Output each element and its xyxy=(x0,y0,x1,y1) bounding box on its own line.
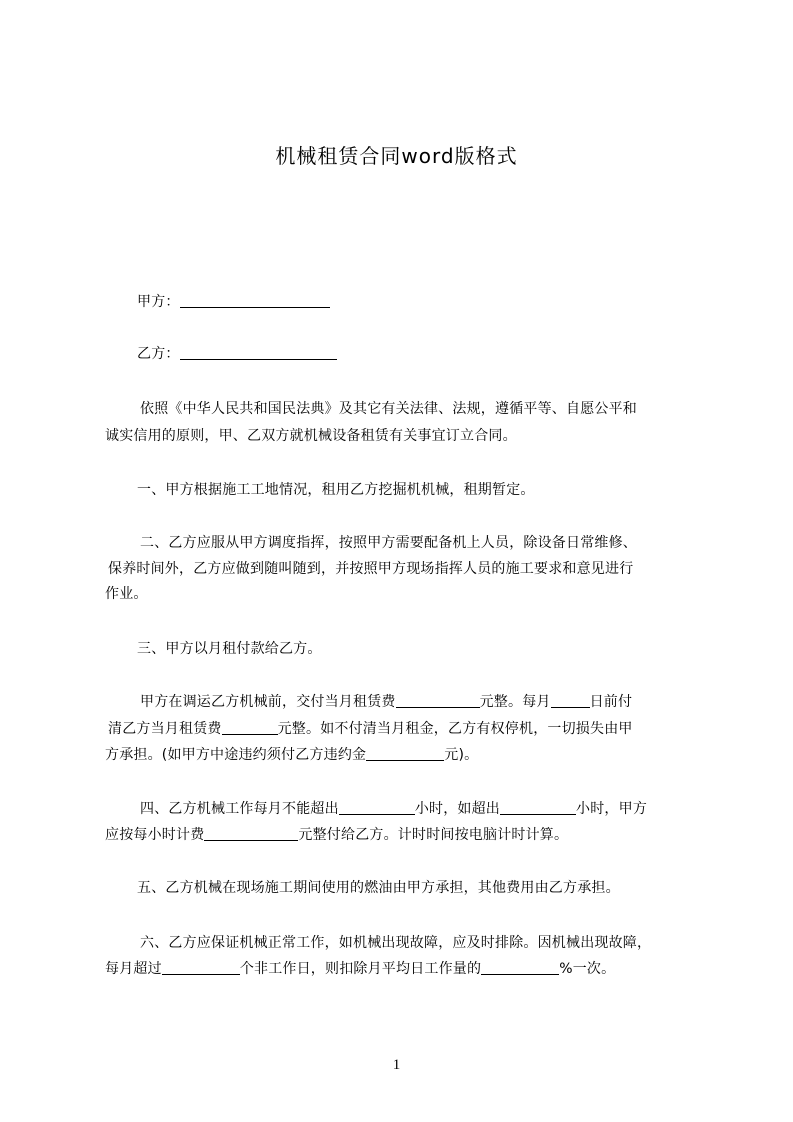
document-title: 机械租赁合同word版格式 xyxy=(275,144,518,168)
clause-2-line-3: 作业。 xyxy=(105,586,148,602)
payment-line-3 xyxy=(105,741,478,769)
clause-6-text-2b: 个非工作日，则扣除月平均日工作量的 xyxy=(239,961,482,977)
hourly-rate-blank xyxy=(204,824,298,841)
non-working-days-blank xyxy=(162,958,240,975)
party-a-line xyxy=(137,288,330,316)
max-hours-blank xyxy=(339,798,415,815)
clause-2-line-2: 保养时间外，乙方应做到随叫随到，并按照甲方现场指挥人员的施工要求和意见进行 xyxy=(108,561,634,577)
party-a-label: 甲方： xyxy=(137,294,180,310)
clause-4-line-2 xyxy=(105,821,568,849)
party-b-line xyxy=(137,340,337,368)
payment-text-1b: 元整。每月 xyxy=(479,694,551,710)
penalty-blank xyxy=(366,744,444,761)
payment-text-2a: 清乙方当月租赁费 xyxy=(108,721,222,737)
payment-text-3b: 元)。 xyxy=(444,747,479,763)
clause-6-text-2a: 每月超过 xyxy=(105,961,162,977)
payment-day-blank xyxy=(551,691,590,708)
clause-4-text-1c: 小时，甲方 xyxy=(576,801,648,817)
clause-4-text-2b: 元整付给乙方。计时时间按电脑计时计算。 xyxy=(298,827,569,843)
clause-3: 三、甲方以月租付款给乙方。 xyxy=(137,641,322,657)
party-b-blank xyxy=(180,343,337,360)
party-b-label: 乙方： xyxy=(137,346,180,362)
payment-text-3a: 方承担。(如甲方中途违约须付乙方违约金 xyxy=(105,747,367,763)
clause-6-line-2 xyxy=(105,955,615,983)
clause-4-text-1a: 四、乙方机械工作每月不能超出 xyxy=(140,801,339,817)
clause-4-line-1 xyxy=(140,795,647,823)
clause-1: 一、甲方根据施工工地情况，租用乙方挖掘机机械，租期暂定。 xyxy=(137,482,535,498)
clause-5: 五、乙方机械在现场施工期间使用的燃油由甲方承担，其他费用由乙方承担。 xyxy=(137,880,620,896)
page-number: 1 xyxy=(392,1057,401,1073)
deduction-percent-blank xyxy=(481,958,559,975)
clause-2-line-1: 二、乙方应服从甲方调度指挥，按照甲方需要配备机上人员，除设备日常维修、 xyxy=(140,535,637,551)
payment-text-1c: 日前付 xyxy=(589,694,633,710)
clause-6-line-1: 六、乙方应保证机械正常工作，如机械出现故障，应及时排除。因机械出现故障， xyxy=(140,935,652,951)
intro-line-2: 诚实信用的原则，甲、乙双方就机械设备租赁有关事宜订立合同。 xyxy=(105,428,517,444)
monthly-rent-blank xyxy=(396,691,480,708)
clause-4-text-1b: 小时，如超出 xyxy=(414,801,501,817)
payment-line-2 xyxy=(108,715,633,743)
intro-line-1: 依照《中华人民共和国民法典》及其它有关法律、法规，遵循平等、自愿公平和 xyxy=(140,401,637,417)
payment-text-2b: 元整。如不付清当月租金，乙方有权停机，一切损失由甲 xyxy=(277,721,633,737)
party-a-blank xyxy=(180,291,330,308)
overtime-hours-blank xyxy=(500,798,576,815)
clause-6-text-2c: %一次。 xyxy=(559,961,616,977)
payment-text-1a: 甲方在调运乙方机械前，交付当月租赁费 xyxy=(140,694,396,710)
current-rent-blank xyxy=(222,718,278,735)
payment-line-1 xyxy=(140,688,632,716)
clause-4-text-2a: 应按每小时计费 xyxy=(105,827,205,843)
